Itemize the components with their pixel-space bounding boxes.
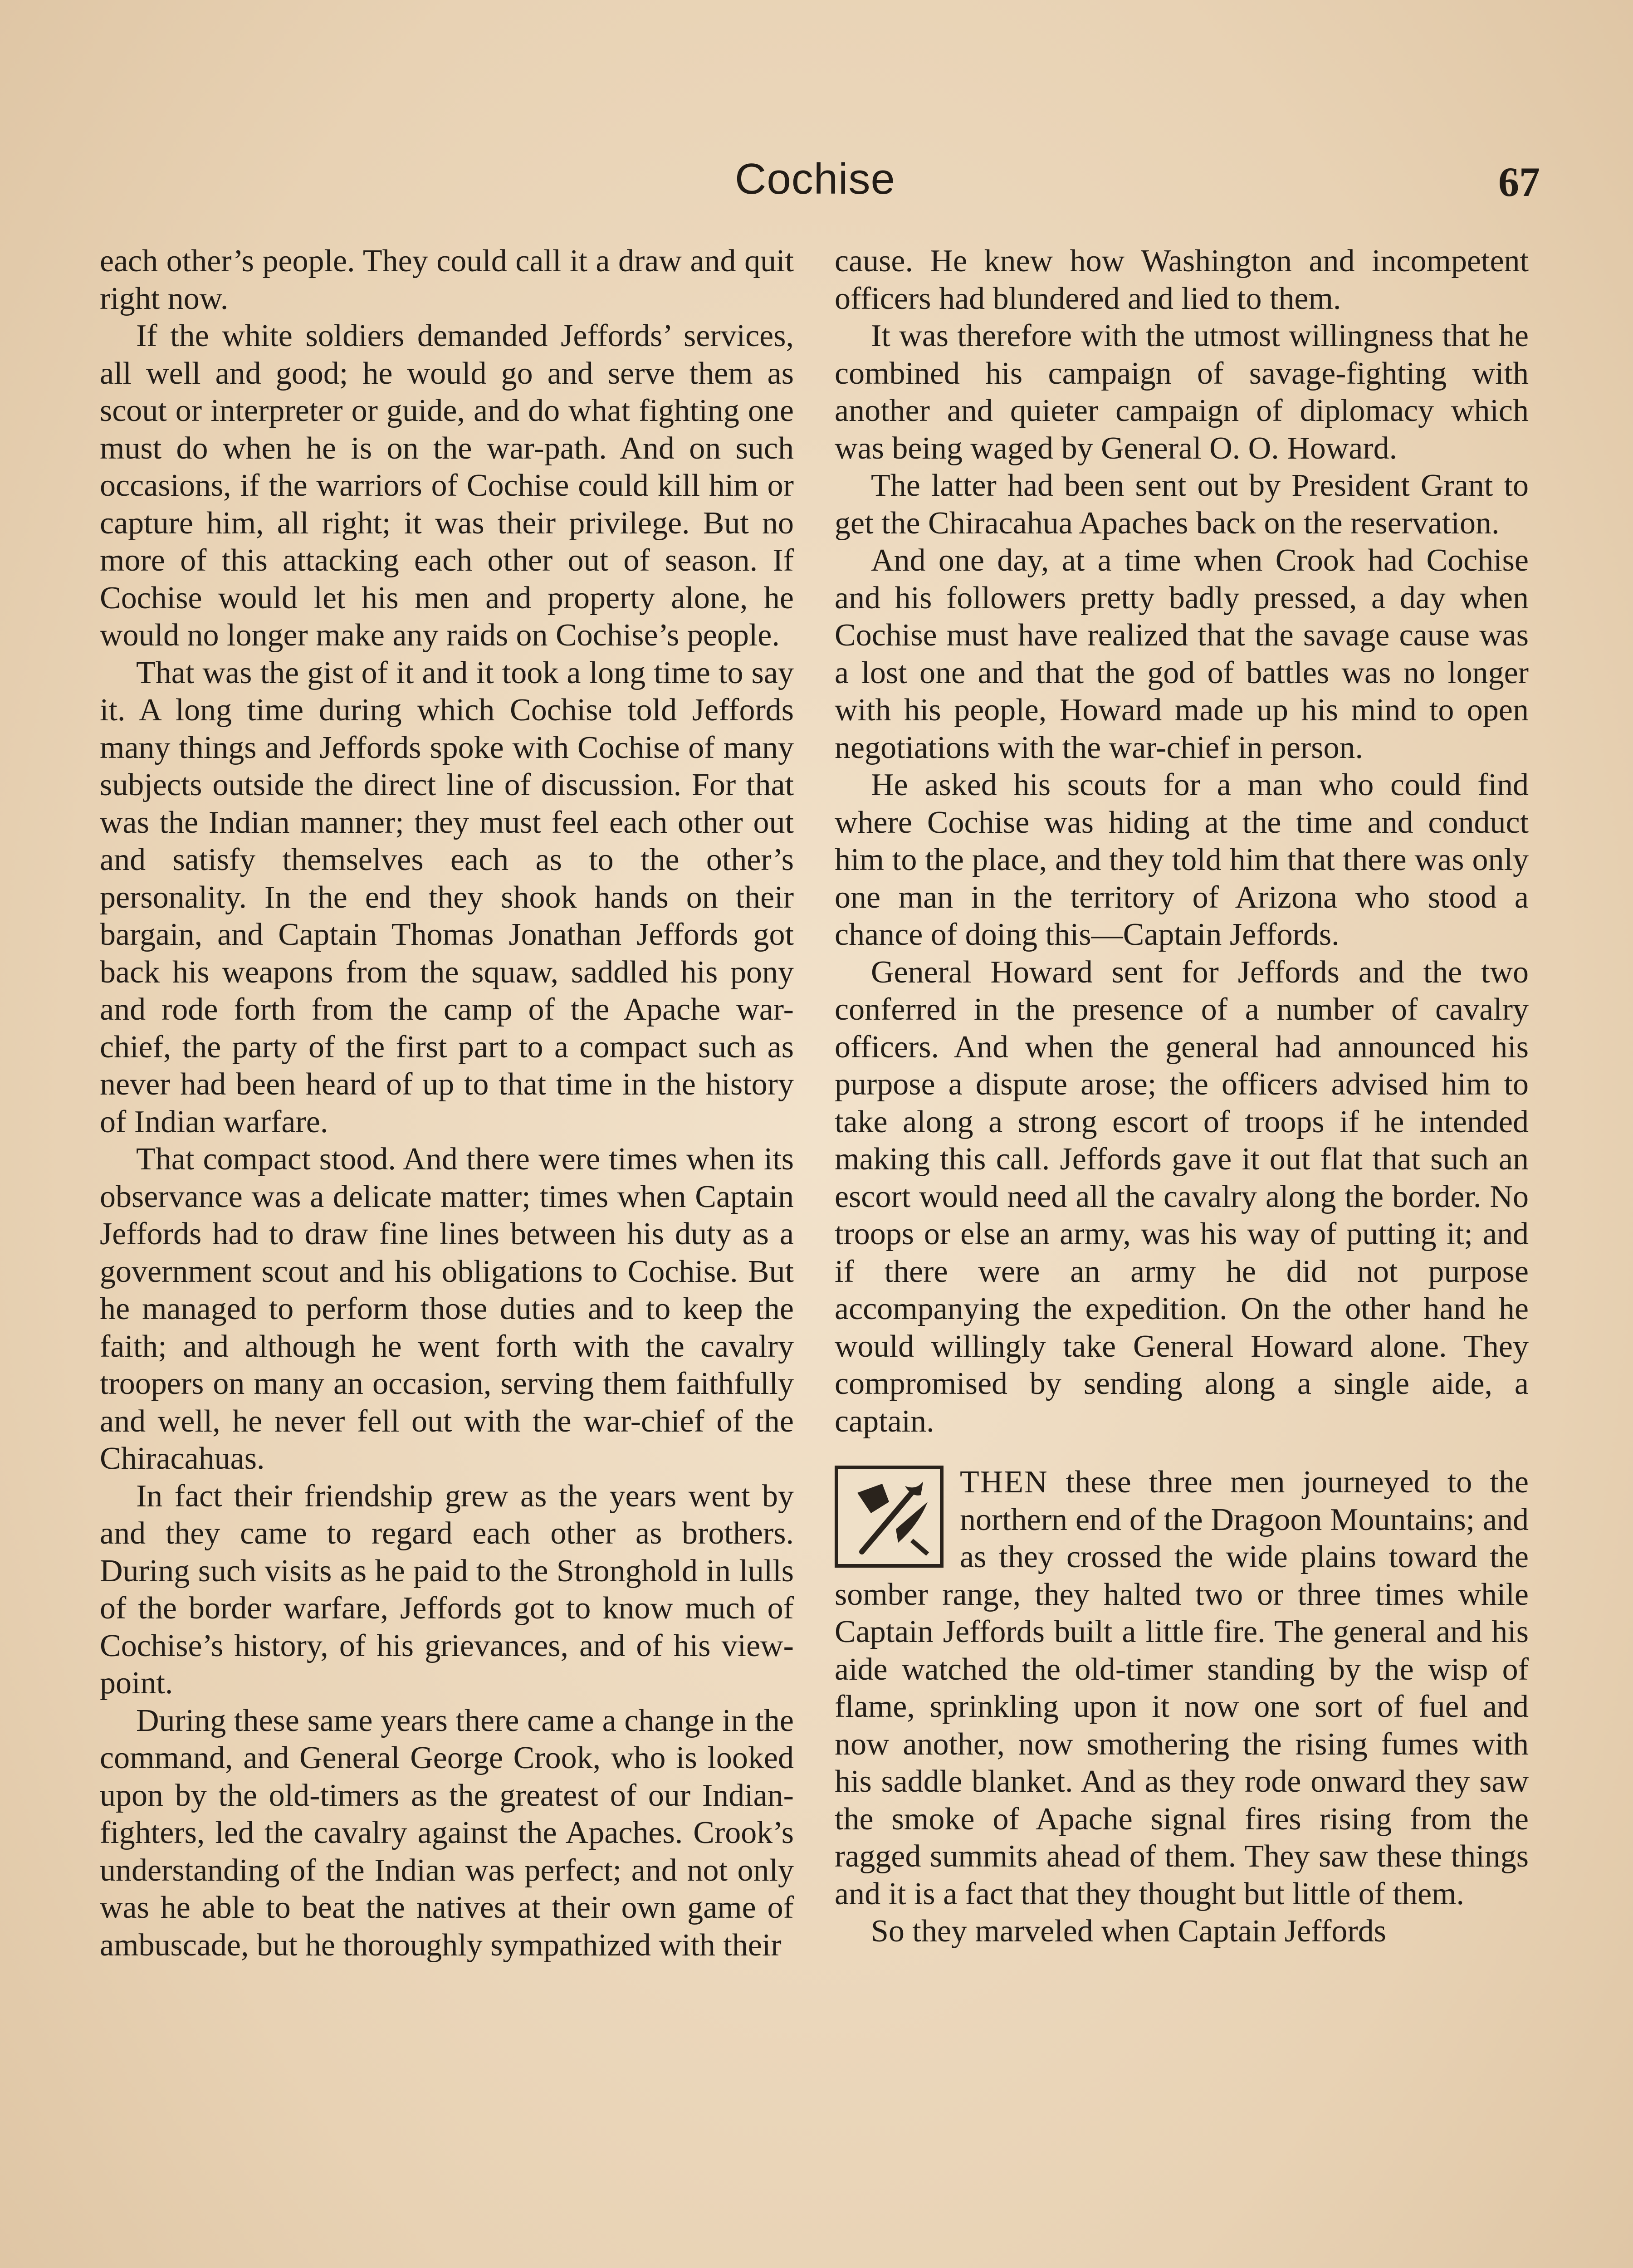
paragraph: In fact their friendship grew as the years went by and they came to regard each other as brothers. During such visits as he paid to the Stronghold in lulls of the border warfare, Jeffords got to know much of Cochise’s history, of his grievances, and of his view-point.: [100, 1478, 794, 1701]
paragraph: So they marveled when Captain Jeffords: [871, 1914, 1386, 1949]
right-column: [835, 243, 1529, 1950]
paragraph: During these same years there came a change in the command, and General George Crook, who is looked upon by the old-timers as the greatest of our Indian-fighters, led the cavalry against the Apaches. Crook’s understanding of the Indian was perfect; and not only was he able to beat the natives at their own game of ambuscade, but he thoroughly sympathized with their: [100, 1703, 794, 1963]
left-column: [100, 243, 794, 1964]
paragraph: That was the gist of it and it took a long time to say it. A long time during which Cochise told Jeffords many things and Jeffords spoke with Cochise of many subjects outside the direct line of discussion. For that was the Indian manner; they must feel each other out and satisfy themselves each as to the other’s personality. In the end they shook hands on their bargain, and Captain Thomas Jonathan Jeffords got back his weapons from the squaw, saddled his pony and rode forth from the camp of the Apache war-chief, the party of the first part to a compact such as never had been heard of up to that time in the history of Indian warfare.: [100, 655, 794, 1139]
paragraph: The latter had been sent out by President Grant to get the Chiracahua Apaches back on the reservation.: [835, 468, 1529, 541]
paragraph: General Howard sent for Jeffords and the two conferred in the presence of a number of cavalry officers. And when the general had announced his purpose a dispute arose; the officers advised him to take along a strong escort of troops if he intended making this call. Jeffords gave it out flat that such an escort would need all the cavalry along the border. No troops or else an army, was his way of putting it; and if there were an army he did not purpose accompanying the expedition. On the other hand he would willingly take General Howard alone. They compromised by sending along a single aide, a captain.: [835, 954, 1529, 1439]
page-number: 67: [1498, 159, 1540, 205]
paragraph: He asked his scouts for a man who could find where Cochise was hiding at the time and conduct him to the place, and they told him that there was only one man in the territory of Arizona who stood a chance of doing this—Captain Jeffords.: [835, 767, 1529, 952]
paragraph: cause. He knew how Washington and incompetent officers had blundered and lied to them.: [835, 244, 1529, 316]
paragraph: It was therefore with the utmost willingness that he combined his campaign of savage-fighting with another and quieter campaign of diplomacy which was being waged by General O. O. Howard.: [835, 318, 1529, 466]
paragraph: each other’s people. They could call it a draw and quit right now.: [100, 244, 794, 316]
paragraph-text: these three men journeyed to the northern end of the Dragoon Mountains; and as they crossed the wide plains toward the somber range, they halted two or three times while Captain Jeffords built a little fire. The general and his aide watched the old-timer standing by the wisp of flame, sprinkling upon it now one sort of fuel and now another, now smothering the rising fumes with his saddle blanket. And as they rode onward they saw the smoke of Apache signal fires rising from the ragged summits ahead of them. They saw these things and it is a fact that they thought but little of them.: [835, 1465, 1529, 1911]
running-header: [0, 154, 1633, 213]
paragraph: If the white soldiers demanded Jeffords’ services, all well and good; he would go and serve them as scout or interpreter or guide, and do what fighting one must do when he is on the war-path. And on such occasions, if the warriors of Cochise could kill him or capture him, all right; it was their privilege. But no more of this attacking each other out of season. If Cochise would let his men and property alone, he would no longer make any raids on Cochise’s people.: [100, 318, 794, 653]
running-title: Cochise: [735, 155, 895, 203]
section-opening: [835, 1464, 1529, 1913]
paragraph: That compact stood. And there were times when its observance was a delicate matter; times when Captain Jeffords had to draw fine lines between his duty as a government scout and his obligations to Cochise. But he managed to perform those duties and to keep the faith; and although he went forth with the cavalry troopers on many an occasion, serving them faithfully and well, he never fell out with the war-chief of the Chiracahuas.: [100, 1142, 794, 1476]
paragraph: And one day, at a time when Crook had Cochise and his followers pretty badly pressed, a day when Cochise must have realized that the savage cause was a lost one and that the god of battles was no longer with his people, Howard made up his mind to open negotiations with the war-chief in person.: [835, 543, 1529, 765]
lead-word: THEN: [960, 1465, 1048, 1500]
tomahawk-and-feather-icon: [835, 1466, 944, 1568]
